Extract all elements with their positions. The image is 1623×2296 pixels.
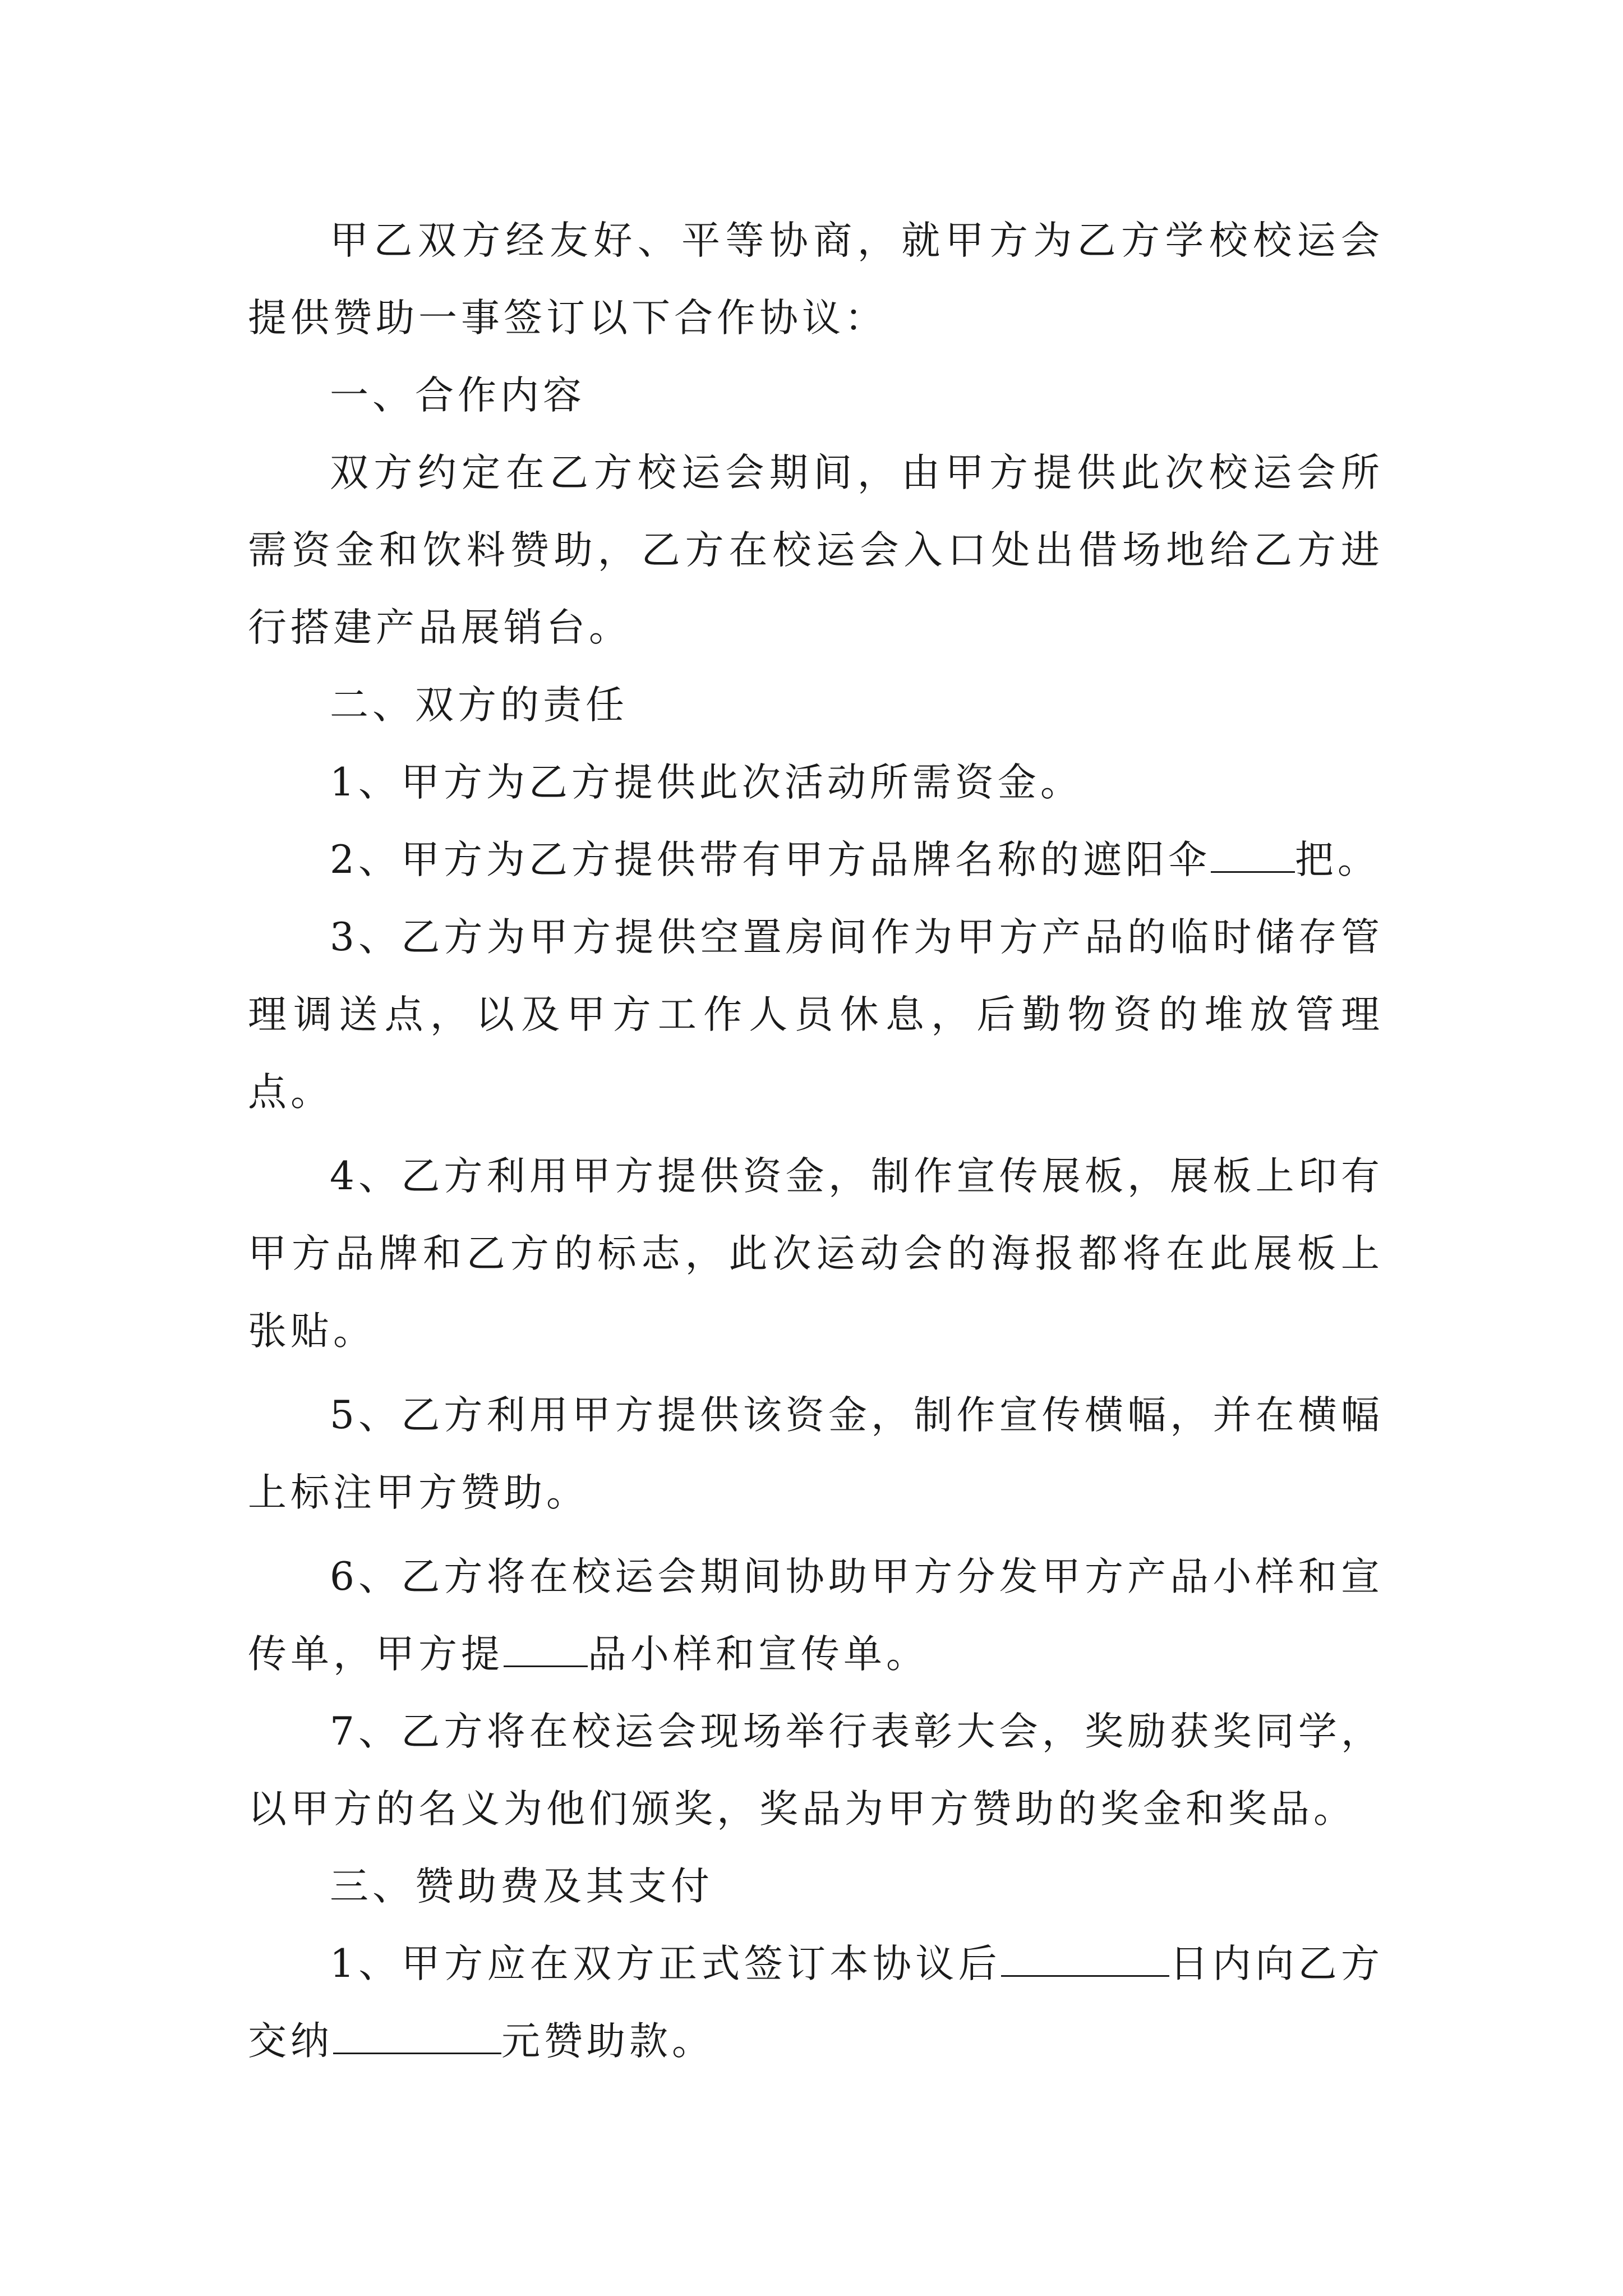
clause-text-before-blank: 2、甲方为乙方提供带有甲方品牌名称的遮阳伞 <box>330 838 1211 882</box>
samples-blank <box>504 1633 588 1667</box>
paragraph-text: 双方约定在乙方校运会期间，由甲方提供此次校运会所需资金和饮料赞助，乙方在校运会入口处出借场地给乙方进行搭建产品展销台。 <box>248 450 1384 650</box>
clause-text-after-blank: 品小样和宣传单。 <box>588 1632 929 1677</box>
clause-text-after-blank: 元赞助款。 <box>501 2019 714 2064</box>
clause-4 <box>248 1138 1384 1370</box>
umbrella-count-blank <box>1211 839 1295 873</box>
section-heading-cooperation-content <box>248 357 1384 434</box>
clause-text-between-blanks: 日内向乙方交纳 <box>248 1941 1384 2064</box>
payment-clause-1 <box>248 1925 1384 2080</box>
clause-text-before-blank: 6、乙方将在校运会期间协助甲方分发甲方产品小样和宣传单，甲方提 <box>248 1554 1384 1677</box>
clause-3 <box>248 899 1384 1131</box>
clause-6 <box>248 1538 1384 1693</box>
clause-text-after-blank: 把。 <box>1294 838 1380 882</box>
section-heading-sponsorship-fee <box>248 1848 1384 1925</box>
payment-days-blank <box>1001 1943 1169 1977</box>
section-heading-text: 三、赞助费及其支付 <box>330 1864 713 1909</box>
section-heading-text: 一、合作内容 <box>330 373 585 418</box>
intro-paragraph <box>248 202 1384 357</box>
clause-text-before-blank: 1、甲方应在双方正式签订本协议后 <box>330 1941 1002 1986</box>
clause-5 <box>248 1377 1384 1531</box>
payment-amount-blank <box>333 2020 501 2054</box>
intro-text: 甲乙双方经友好、平等协商，就甲方为乙方学校校运会提供赞助一事签订以下合作协议： <box>248 218 1384 341</box>
clause-text: 4、乙方利用甲方提供资金，制作宣传展板，展板上印有甲方品牌和乙方的标志，此次运动会的海报都将在此展板上张贴。 <box>248 1154 1384 1354</box>
agreement-body <box>248 202 1384 2080</box>
clause-text: 3、乙方为甲方提供空置房间作为甲方产品的临时储存管理调送点，以及甲方工作人员休息，后勤物资的堆放管理点。 <box>248 915 1384 1115</box>
section-heading-text: 二、双方的责任 <box>330 683 628 728</box>
clause-2 <box>248 821 1384 899</box>
clause-text: 5、乙方利用甲方提供该资金，制作宣传横幅，并在横幅上标注甲方赞助。 <box>248 1393 1384 1515</box>
clause-text: 7、乙方将在校运会现场举行表彰大会，奖励获奖同学，以甲方的名义为他们颁奖，奖品为甲方赞助的奖金和奖品。 <box>248 1709 1384 1832</box>
clause-1 <box>248 744 1384 821</box>
clause-text: 1、甲方为乙方提供此次活动所需资金。 <box>330 760 1083 805</box>
clause-7 <box>248 1693 1384 1848</box>
cooperation-content-paragraph <box>248 434 1384 666</box>
section-heading-responsibilities <box>248 666 1384 744</box>
